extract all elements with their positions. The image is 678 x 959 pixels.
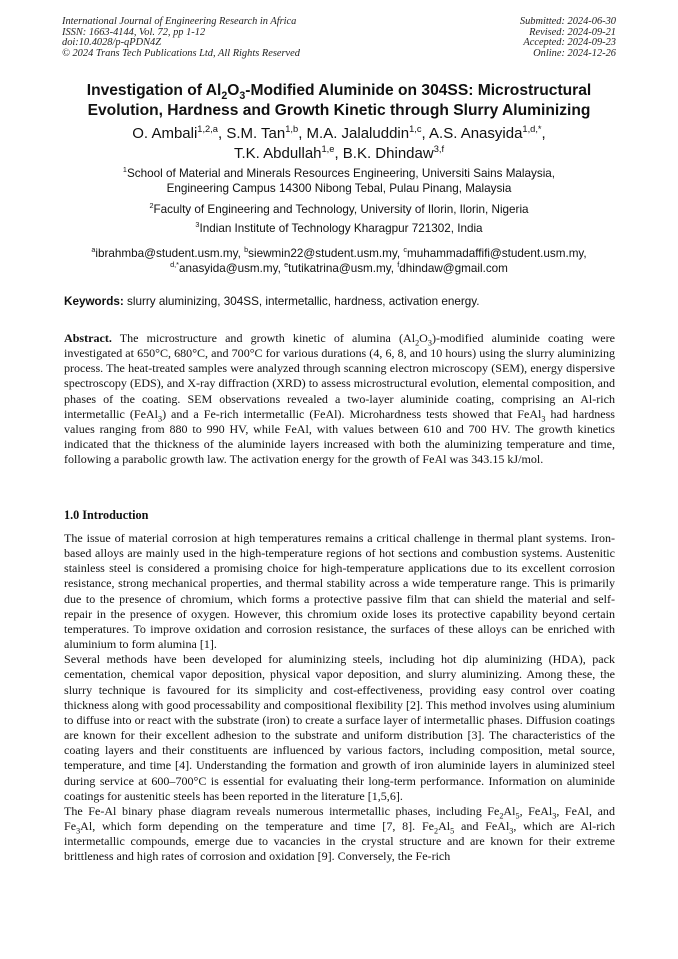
author-emails: $^a$ibrahmba@student.usm.my, $^b$siewmin22@student.usm.my, $^c$muhammadaffifi@student.usm.my, $^{d,*}$anasyida@usm.my, $^e$tutikatrina@usm.my, $^f$dhindaw@gmail.com [91, 245, 587, 275]
email-link[interactable]: dhindaw@gmail.com [399, 261, 508, 275]
paper-title: Investigation of $Al_2O_3$-Modified Aluminide on 304SS: Microstructural Evolution, Hardness and Growth Kinetic through Slurry Aluminizing [86, 82, 592, 119]
paragraph: The Fe-Al binary phase diagram reveals numerous intermetallic phases, including $Fe_2Al_5$, FeAl$_3$, FeAl, and $Fe_3Al$, which form depending on the temperature and time [7, 8]. $Fe_2Al_5$ and FeAl$_3$, which are Al-rich intermetallic compounds, emerge due to vacancies in the crystal structure and are known for their extreme brittleness and high rates of corrosion and oxidation [9]. Conversely, the Fe-rich [64, 803, 615, 864]
accepted-date: Accepted: 2024-09-23 [523, 37, 616, 49]
author-list: O. Ambali$^{1,2,a}$, S.M. Tan$^{1,b}$, M.A. Jalaluddin$^{1,c}$, A.S. Anasyida$^{1,d,*}$, T.K. Abdullah$^{1,e}$, B.K. Dhindaw$^{3,f}$ [132, 124, 546, 162]
email-link[interactable]: ibrahmba@student.usm.my, [95, 247, 245, 260]
author-name: A.S. Anasyida [429, 125, 523, 142]
author-name: M.A. Jalaluddin [306, 125, 410, 142]
email-link[interactable]: muhammadaffifi@student.usm.my, [406, 247, 587, 260]
introduction-body [64, 531, 615, 864]
email-link[interactable]: siewmin22@student.usm.my, [248, 247, 404, 260]
keywords-text: slurry aluminizing, 304SS, intermetallic, hardness, activation energy. [123, 295, 480, 308]
issn-volume: ISSN: 1663-4144, Vol. 72, pp 1-12 [62, 26, 206, 38]
author-name: O. Ambali [132, 125, 198, 142]
section-heading-introduction: 1.0 Introduction [64, 508, 149, 522]
abstract-label: Abstract. [64, 331, 112, 345]
revised-date: Revised: 2024-09-21 [529, 26, 616, 38]
submission-dates [520, 17, 616, 59]
journal-name: International Journal of Engineering Research in Africa [62, 16, 297, 27]
paragraph: Several methods have been developed for aluminizing steels, including hot dip aluminizing (HDA), pack cementation, chemical vapor deposition, physical vapor deposition, and slurry aluminizing. Among these, the slurry technique is favoured for its simplicity and cost-effectiveness, providing easy control over coating thickness along with good processability and compositional flexibility [2]. This method involves using aluminium to diffuse into or react with the substrate (iron) to create a surface layer of intermetallic phases. Diffusion coatings are known for their excellent adhesion to the substrate and uniform distribution [3]. The characteristics of the coating layers and their constituents are influenced by various factors, including composition, metal source, temperature, and time [4]. Understanding the formation and growth of iron aluminide layers in aluminized steel during service at 600–700°C is essential for evaluating their long-term performance. Information on aluminide coatings for austenitic steels has been reported in the literature [1,5,6]. [64, 652, 615, 803]
keywords-label: Keywords: [64, 295, 124, 308]
author-name: S.M. Tan [226, 125, 286, 142]
affiliation-3: $^3$Indian Institute of Technology Kharagpur 721302, India [195, 220, 483, 235]
keywords [64, 294, 619, 309]
paragraph: The issue of material corrosion at high temperatures remains a critical challenge in thermal plant systems. Iron-based alloys are mainly used in the high-temperature regions of hot sections and combustion systems. Austenitic stainless steel is considered a promising choice for high-temperature applications due to its excellent corrosion resistance, strong mechanical properties, and thermal stability across a wide temperature range. This is primarily due to the presence of chromium, which forms a protective passive film that can shield the material and self-repair in the presence of oxygen. However, this chromium oxide loses its protective capability beyond certain temperatures. To improve oxidation and corrosion resistance, the surfaces of these alloys can be enriched with aluminium to form alumina [1]. [64, 531, 615, 652]
author-name: B.K. Dhindaw [342, 144, 434, 162]
copyright: © 2024 Trans Tech Publications Ltd, All Rights Reserved [62, 47, 300, 59]
doi[interactable]: doi:10.4028/p-qPDN4Z [62, 37, 162, 49]
author-name: T.K. Abdullah [233, 144, 322, 162]
email-link[interactable]: anasyida@usm.my, [178, 261, 285, 275]
abstract: Abstract. The microstructure and growth kinetic of alumina $(Al_2O_3)$-modified aluminide coating were investigated at 650°C, 680°C, and 700°C for various durations (4, 6, 8, and 10 hours) using the slurry aluminizing process. The heat-treated samples were analyzed through scanning electron microscopy (SEM), energy dispersive spectroscopy (EDS), and X-ray diffraction (XRD) to assess microstructural evolution, elemental composition, and phases of the coating. SEM observations revealed a two-layer aluminide coating, comprising an Al-rich intermetallic (FeAl$_3$) and a Fe-rich intermetallic (FeAl). Microhardness tests showed that FeAl$_3$ had hardness values ranging from 880 to 990 HV, while FeAl, with values between 610 and 700 HV. The growth kinetics indicated that the thickness of the aluminide layers increased with both the aluminizing temperature and time, following a parabolic growth law. The activation energy for the growth of FeAl was 343.15 kJ/mol. [64, 331, 615, 467]
affiliation-2: $^2$Faculty of Engineering and Technology, University of Ilorin, Ilorin, Nigeria [149, 201, 529, 216]
affiliation-1: $^1$School of Material and Minerals Resources Engineering, Universiti Sains Malaysia, Engineering Campus 14300 Nibong Tebal, Pulau Pinang, Malaysia [122, 165, 556, 195]
submitted-date: Submitted: 2024-06-30 [519, 16, 616, 27]
email-link[interactable]: tutikatrina@usm.my, [288, 261, 398, 275]
journal-info [62, 17, 300, 59]
online-date: Online: 2024-12-26 [533, 47, 616, 59]
